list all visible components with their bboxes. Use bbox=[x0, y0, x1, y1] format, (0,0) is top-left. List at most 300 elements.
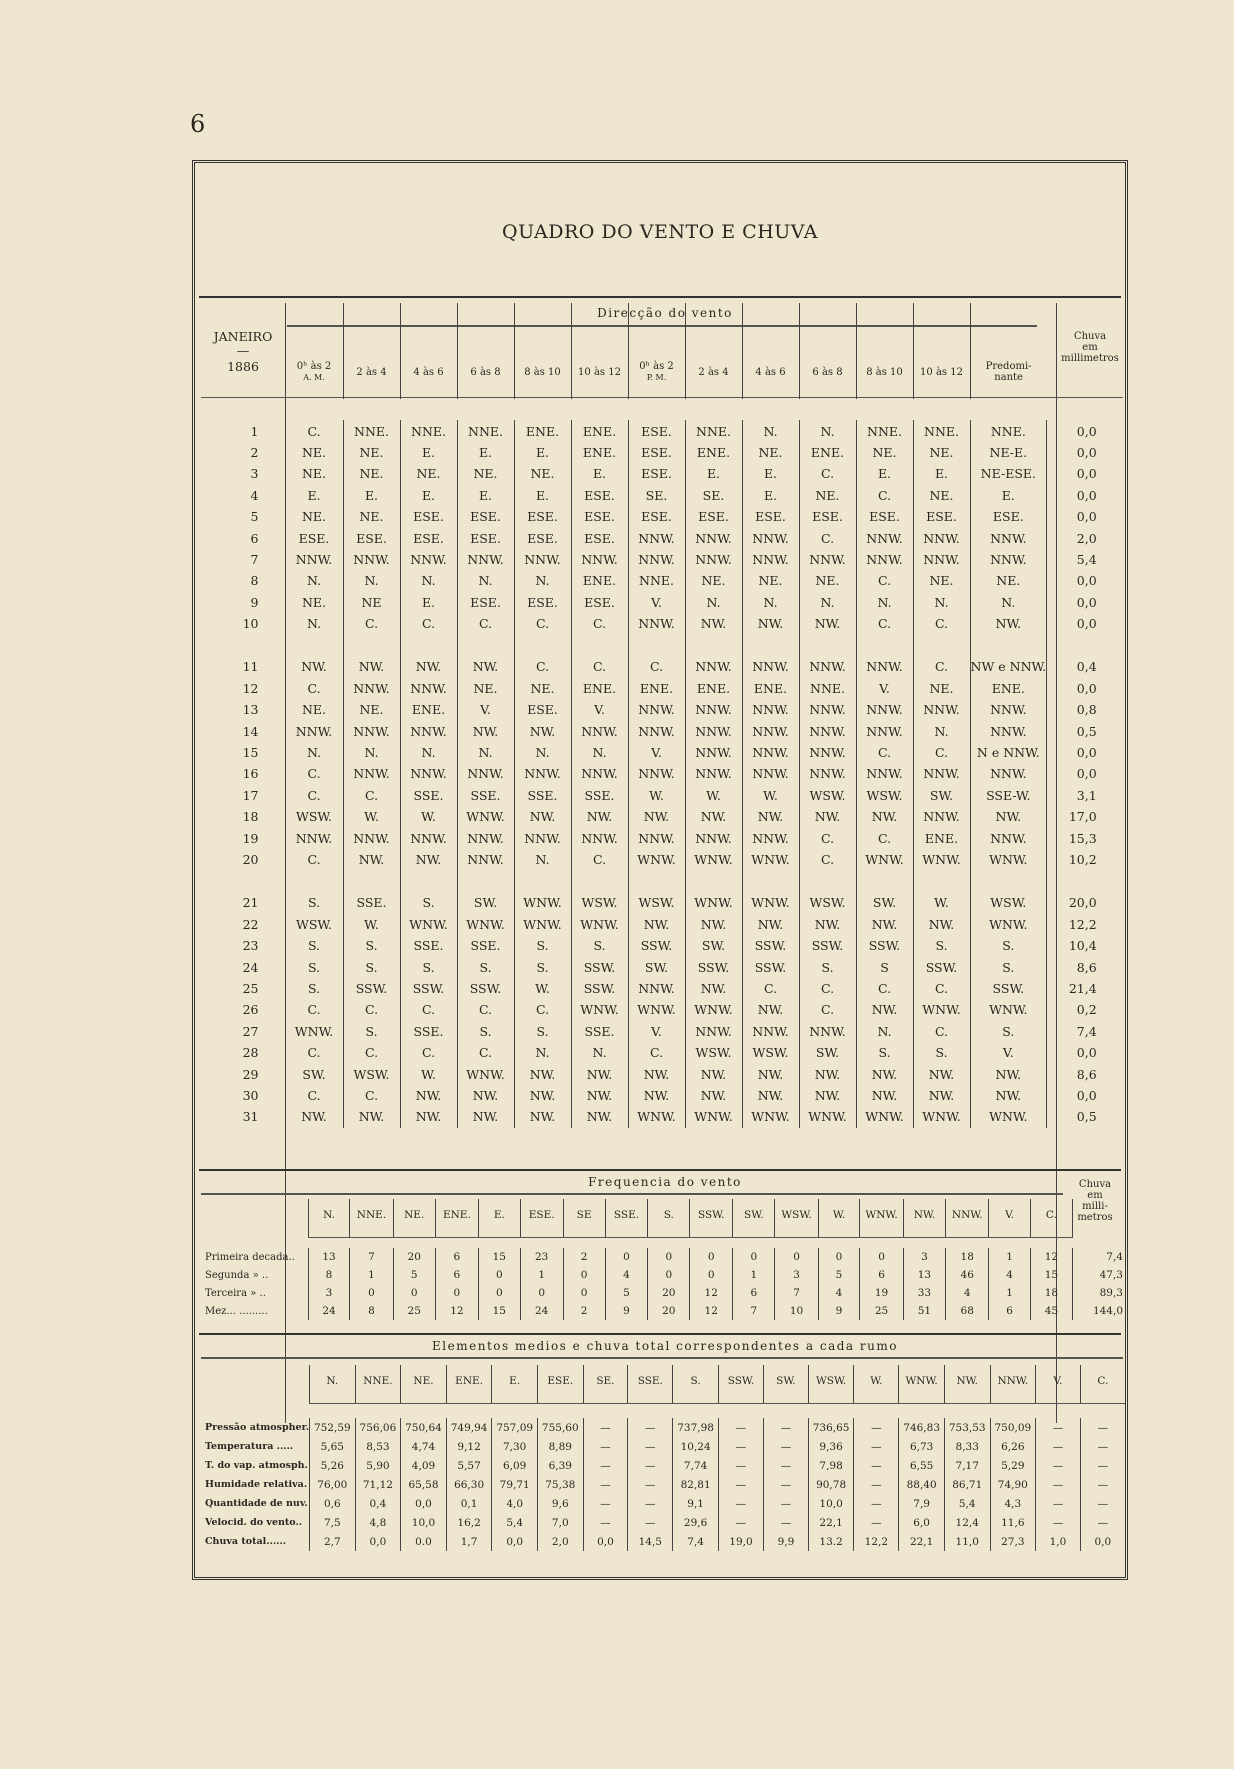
wind-direction-cell: SE. bbox=[628, 485, 685, 506]
wind-direction-cell: ESE. bbox=[457, 506, 514, 527]
wind-direction-cell: C. bbox=[628, 1042, 685, 1063]
wind-direction-cell: C. bbox=[343, 999, 400, 1020]
wind-direction-cell: ENE. bbox=[742, 678, 799, 699]
wind-direction-cell: S. bbox=[913, 935, 970, 956]
wind-direction-cell: ESE. bbox=[571, 592, 628, 613]
wind-direction-cell: NNW. bbox=[457, 849, 514, 870]
wind-direction-cell: C. bbox=[913, 1021, 970, 1042]
direction-col-header bbox=[775, 1199, 818, 1238]
element-cell: 4,74 bbox=[401, 1437, 447, 1456]
wind-direction-cell: C. bbox=[913, 742, 970, 763]
hour-header: 10 às 12 bbox=[913, 303, 970, 399]
frequency-cell: 12 bbox=[1030, 1248, 1072, 1266]
wind-direction-cell: V. bbox=[628, 1021, 685, 1042]
col-label: NNW. bbox=[997, 1375, 1029, 1387]
table-row bbox=[201, 1042, 1113, 1063]
element-cell: 65,58 bbox=[401, 1475, 447, 1494]
table-row bbox=[201, 935, 1113, 956]
frequency-cell: 0 bbox=[563, 1266, 605, 1284]
element-cell: 12,2 bbox=[854, 1532, 899, 1551]
table-row bbox=[201, 592, 1113, 613]
table-row bbox=[201, 1284, 1125, 1302]
frequency-section-title: Frequencia do vento bbox=[588, 1175, 742, 1189]
table-row bbox=[201, 442, 1113, 463]
wind-direction-cell: NE. bbox=[457, 463, 514, 484]
wind-direction-cell: NNW. bbox=[913, 806, 970, 827]
wind-direction-cell: ESE. bbox=[571, 527, 628, 548]
wind-direction-cell: NE. bbox=[343, 463, 400, 484]
wind-direction-cell: W. bbox=[400, 806, 457, 827]
wind-direction-cell: NE. bbox=[913, 485, 970, 506]
rain-value: 0,2 bbox=[1047, 999, 1113, 1020]
wind-direction-cell: WNW. bbox=[457, 1063, 514, 1084]
wind-direction-cell: NNW. bbox=[514, 827, 571, 848]
wind-direction-cell: NW. bbox=[685, 1063, 742, 1084]
wind-direction-cell: NE. bbox=[970, 570, 1047, 591]
wind-direction-cell: NNE. bbox=[343, 420, 400, 441]
col-label: SW. bbox=[776, 1375, 796, 1387]
wind-direction-cell: NE. bbox=[913, 442, 970, 463]
wind-direction-cell: WNW. bbox=[685, 849, 742, 870]
wind-direction-cell: S. bbox=[457, 956, 514, 977]
wind-direction-cell: NNW. bbox=[742, 656, 799, 677]
wind-direction-cell: W. bbox=[514, 978, 571, 999]
element-cell: 7,30 bbox=[492, 1437, 538, 1456]
wind-direction-cell: V. bbox=[457, 699, 514, 720]
wind-direction-cell: NE. bbox=[742, 442, 799, 463]
spacer-row bbox=[201, 634, 1113, 656]
wind-direction-cell: C. bbox=[457, 999, 514, 1020]
wind-direction-cell: NW. bbox=[856, 999, 913, 1020]
table-row bbox=[201, 527, 1113, 548]
wind-direction-cell: N. bbox=[571, 1042, 628, 1063]
wind-direction-cell: C. bbox=[343, 785, 400, 806]
frequency-cell: 0 bbox=[435, 1284, 478, 1302]
wind-direction-cell: WNW. bbox=[457, 914, 514, 935]
wind-direction-cell: S. bbox=[343, 1021, 400, 1042]
wind-direction-cell: SSW. bbox=[856, 935, 913, 956]
wind-direction-cell: SSW. bbox=[571, 978, 628, 999]
wind-direction-cell: NNW. bbox=[742, 699, 799, 720]
element-cell: 8,33 bbox=[944, 1437, 990, 1456]
frequency-cell: 4 bbox=[605, 1266, 648, 1284]
hour-header: Predomi- nante bbox=[970, 303, 1047, 399]
table-row bbox=[201, 485, 1113, 506]
element-cell: — bbox=[628, 1475, 673, 1494]
col-label: V. bbox=[1053, 1375, 1063, 1387]
wind-direction-cell: SSE. bbox=[400, 1021, 457, 1042]
wind-direction-cell: ESE. bbox=[514, 527, 571, 548]
element-cell: 6,55 bbox=[899, 1456, 945, 1475]
wind-direction-cell: NNW. bbox=[628, 827, 685, 848]
wind-direction-cell: NNW. bbox=[628, 527, 685, 548]
table-row bbox=[201, 914, 1113, 935]
element-cell: 19,0 bbox=[718, 1532, 763, 1551]
hour-header: 8 às 10 bbox=[856, 303, 913, 399]
table-row bbox=[201, 420, 1113, 441]
element-cell: — bbox=[718, 1456, 763, 1475]
frequency-cell: 1 bbox=[350, 1266, 393, 1284]
element-cell: 86,71 bbox=[944, 1475, 990, 1494]
wind-direction-cell: SSW. bbox=[400, 978, 457, 999]
element-cell: 79,71 bbox=[492, 1475, 538, 1494]
wind-direction-cell: ESE. bbox=[856, 506, 913, 527]
element-cell: 6,26 bbox=[990, 1437, 1036, 1456]
day-number: 20 bbox=[242, 852, 259, 867]
element-cell: 22,1 bbox=[899, 1532, 945, 1551]
wind-direction-cell: V. bbox=[628, 742, 685, 763]
row-label: Mez... ......... bbox=[205, 1305, 268, 1317]
wind-direction-cell: NNW. bbox=[400, 678, 457, 699]
wind-direction-cell: WNW. bbox=[514, 892, 571, 913]
row-label: Terceira » .. bbox=[205, 1287, 266, 1299]
element-cell: 12,4 bbox=[944, 1513, 990, 1532]
element-cell: 9,9 bbox=[764, 1532, 809, 1551]
element-cell: 11,0 bbox=[944, 1532, 990, 1551]
wind-direction-cell: C. bbox=[285, 849, 343, 870]
frequency-header-row bbox=[201, 1199, 1125, 1238]
wind-direction-cell: E. bbox=[742, 463, 799, 484]
wind-direction-cell: S. bbox=[514, 1021, 571, 1042]
wind-direction-cell: NNW. bbox=[970, 549, 1047, 570]
element-cell: 8,53 bbox=[355, 1437, 401, 1456]
wind-direction-cell: NNW. bbox=[343, 763, 400, 784]
element-cell: — bbox=[1036, 1475, 1081, 1494]
element-cell: 746,83 bbox=[899, 1418, 945, 1437]
element-cell: 2,7 bbox=[310, 1532, 356, 1551]
row-label: Velocid. do vento.. bbox=[205, 1517, 303, 1528]
table-row bbox=[201, 1494, 1125, 1513]
wind-direction-cell: C. bbox=[799, 849, 856, 870]
element-cell: — bbox=[1080, 1456, 1125, 1475]
wind-direction-cell: SSW. bbox=[970, 978, 1047, 999]
element-cell: — bbox=[854, 1456, 899, 1475]
wind-direction-cell: NE. bbox=[913, 570, 970, 591]
wind-direction-cell: NNW. bbox=[685, 742, 742, 763]
rain-value: 0,5 bbox=[1047, 720, 1113, 741]
wind-direction-cell: N. bbox=[285, 742, 343, 763]
day-number: 12 bbox=[242, 680, 259, 696]
wind-direction-cell: NW. bbox=[913, 1063, 970, 1084]
wind-direction-cell: S. bbox=[285, 892, 343, 913]
wind-direction-cell: N. bbox=[285, 570, 343, 591]
wind-direction-cell: WNW. bbox=[685, 1106, 742, 1127]
frequency-cell: 24 bbox=[308, 1302, 350, 1320]
wind-direction-cell: NW. bbox=[514, 806, 571, 827]
wind-direction-cell: C. bbox=[285, 1085, 343, 1106]
wind-direction-cell: NW. bbox=[742, 1085, 799, 1106]
wind-direction-cell: NNW. bbox=[742, 763, 799, 784]
day-number: 30 bbox=[242, 1087, 259, 1103]
wind-direction-cell: NW. bbox=[799, 613, 856, 634]
element-cell: 7,9 bbox=[899, 1494, 945, 1513]
element-cell: 90,78 bbox=[808, 1475, 854, 1494]
wind-direction-cell: NNW. bbox=[285, 827, 343, 848]
wind-direction-cell: WNW. bbox=[970, 914, 1047, 935]
element-cell: — bbox=[1036, 1418, 1081, 1437]
table-row bbox=[201, 656, 1113, 677]
wind-direction-cell: NW. bbox=[628, 1063, 685, 1084]
day-number: 3 bbox=[250, 466, 259, 482]
element-cell: 29,6 bbox=[673, 1513, 719, 1532]
direction-col-header bbox=[583, 1365, 628, 1404]
element-cell: 0,0 bbox=[401, 1494, 447, 1513]
wind-direction-cell: NNW. bbox=[343, 827, 400, 848]
wind-direction-cell: NNW. bbox=[685, 699, 742, 720]
wind-direction-cell: C. bbox=[856, 613, 913, 634]
direction-col-header bbox=[733, 1199, 775, 1238]
frequency-cell: 9 bbox=[818, 1302, 860, 1320]
table-row bbox=[201, 999, 1113, 1020]
wind-direction-cell: SSE. bbox=[400, 935, 457, 956]
wind-direction-cell: NW. bbox=[856, 1063, 913, 1084]
wind-direction-cell: S. bbox=[913, 1042, 970, 1063]
wind-direction-cell: WSW. bbox=[856, 785, 913, 806]
col-label: NNE. bbox=[363, 1375, 393, 1387]
table-frame bbox=[192, 160, 1128, 1580]
wind-direction-cell: N. bbox=[856, 592, 913, 613]
wind-direction-cell: W. bbox=[343, 806, 400, 827]
wind-direction-cell: S. bbox=[970, 1021, 1047, 1042]
wind-direction-cell: C. bbox=[343, 1085, 400, 1106]
wind-direction-cell: E. bbox=[343, 485, 400, 506]
frequency-cell: 0 bbox=[478, 1266, 520, 1284]
element-cell: 66,30 bbox=[446, 1475, 492, 1494]
wind-direction-cell: NNW. bbox=[343, 720, 400, 741]
elements-brace bbox=[201, 1357, 1123, 1359]
page-number: 6 bbox=[190, 110, 206, 138]
wind-direction-cell: NNW. bbox=[400, 720, 457, 741]
wind-direction-cell: N. bbox=[856, 1021, 913, 1042]
element-cell: — bbox=[854, 1494, 899, 1513]
wind-direction-cell: V. bbox=[970, 1042, 1047, 1063]
element-cell: — bbox=[583, 1437, 628, 1456]
rain-value: 21,4 bbox=[1047, 978, 1113, 999]
day-number: 28 bbox=[242, 1045, 259, 1061]
element-cell: — bbox=[718, 1475, 763, 1494]
wind-direction-cell: NNW. bbox=[799, 1021, 856, 1042]
wind-direction-cell: NE. bbox=[285, 699, 343, 720]
wind-direction-cell: ESE. bbox=[685, 506, 742, 527]
rain-value: 144,0 bbox=[1072, 1302, 1125, 1320]
wind-direction-cell: C. bbox=[343, 1042, 400, 1063]
wind-direction-cell: NNW. bbox=[913, 527, 970, 548]
wind-direction-cell: NNW. bbox=[457, 763, 514, 784]
wind-direction-cell: ENE. bbox=[571, 442, 628, 463]
frequency-cell: 8 bbox=[308, 1266, 350, 1284]
element-cell: — bbox=[764, 1437, 809, 1456]
wind-direction-cell: WSW. bbox=[742, 1042, 799, 1063]
wind-direction-cell: NNW. bbox=[400, 763, 457, 784]
wind-direction-cell: NW. bbox=[400, 1085, 457, 1106]
wind-direction-cell: NNW. bbox=[799, 549, 856, 570]
day-number: 5 bbox=[250, 509, 259, 525]
frequency-cell: 0 bbox=[520, 1284, 563, 1302]
frequency-cell: 13 bbox=[903, 1266, 945, 1284]
wind-direction-cell: S. bbox=[400, 956, 457, 977]
element-cell: 737,98 bbox=[673, 1418, 719, 1437]
wind-direction-cell: NNW. bbox=[742, 1021, 799, 1042]
table-row bbox=[201, 549, 1113, 570]
direction-col-header bbox=[818, 1199, 860, 1238]
col-label: N. bbox=[323, 1209, 335, 1221]
wind-direction-cell: WNW. bbox=[970, 849, 1047, 870]
frequency-cell: 2 bbox=[563, 1248, 605, 1266]
element-cell: 10,24 bbox=[673, 1437, 719, 1456]
wind-direction-cell: NNW. bbox=[685, 763, 742, 784]
wind-direction-cell: SSW. bbox=[799, 935, 856, 956]
direction-col-header bbox=[435, 1199, 478, 1238]
frequency-cell: 6 bbox=[435, 1266, 478, 1284]
wind-direction-cell: E. bbox=[685, 463, 742, 484]
wind-direction-cell: NW. bbox=[799, 1063, 856, 1084]
wind-direction-cell: NW. bbox=[970, 806, 1047, 827]
day-number: 26 bbox=[242, 1002, 259, 1018]
wind-direction-cell: C. bbox=[285, 1042, 343, 1063]
col-label: ENE. bbox=[455, 1375, 484, 1387]
direction-col-header bbox=[764, 1365, 809, 1404]
frequency-cell: 1 bbox=[989, 1248, 1031, 1266]
element-cell: 11,6 bbox=[990, 1513, 1036, 1532]
frequency-cell: 6 bbox=[989, 1302, 1031, 1320]
wind-direction-cell: NE. bbox=[285, 442, 343, 463]
table-row bbox=[201, 785, 1113, 806]
hour-header: 6 às 8 bbox=[457, 303, 514, 399]
element-cell: 4,8 bbox=[355, 1513, 401, 1532]
wind-direction-cell: C. bbox=[913, 978, 970, 999]
col-label: W. bbox=[832, 1209, 846, 1221]
wind-direction-cell: ENE. bbox=[571, 678, 628, 699]
element-cell: — bbox=[718, 1437, 763, 1456]
wind-direction-cell: C. bbox=[285, 420, 343, 441]
element-cell: — bbox=[764, 1494, 809, 1513]
wind-direction-cell: NNE. bbox=[457, 420, 514, 441]
element-cell: — bbox=[1036, 1456, 1081, 1475]
col-label: V. bbox=[1005, 1209, 1015, 1221]
wind-direction-cell: E. bbox=[514, 442, 571, 463]
frequency-rain-header: Chuva em milli- metros bbox=[1077, 1179, 1113, 1223]
hour-header: 2 às 4 bbox=[343, 303, 400, 399]
wind-direction-cell: SSW. bbox=[628, 935, 685, 956]
wind-direction-cell: NNE. bbox=[856, 420, 913, 441]
wind-direction-cell: WSW. bbox=[799, 892, 856, 913]
spacer-row bbox=[201, 870, 1113, 892]
month-label: JANEIRO bbox=[213, 329, 273, 344]
frequency-cell: 7 bbox=[350, 1248, 393, 1266]
frequency-cell: 46 bbox=[946, 1266, 989, 1284]
rain-value: 0,0 bbox=[1047, 420, 1113, 441]
wind-direction-cell: NW. bbox=[343, 849, 400, 870]
element-cell: — bbox=[628, 1494, 673, 1513]
wind-direction-cell: SW. bbox=[457, 892, 514, 913]
wind-direction-cell: NNW. bbox=[685, 720, 742, 741]
frequency-cell: 7 bbox=[775, 1284, 818, 1302]
wind-direction-cell: WNW. bbox=[628, 1106, 685, 1127]
element-cell: 757,09 bbox=[492, 1418, 538, 1437]
frequency-cell: 33 bbox=[903, 1284, 945, 1302]
wind-direction-cell: S. bbox=[514, 935, 571, 956]
wind-direction-cell: C. bbox=[514, 999, 571, 1020]
table-row bbox=[201, 678, 1113, 699]
frequency-cell: 5 bbox=[605, 1284, 648, 1302]
frequency-cell: 51 bbox=[903, 1302, 945, 1320]
direction-col-header bbox=[990, 1365, 1036, 1404]
rain-value: 5,4 bbox=[1047, 549, 1113, 570]
element-cell: — bbox=[628, 1513, 673, 1532]
wind-direction-cell: ESE. bbox=[400, 506, 457, 527]
direction-col-header bbox=[355, 1365, 401, 1404]
col-label: ESE. bbox=[547, 1375, 574, 1387]
wind-direction-cell: NNW. bbox=[913, 763, 970, 784]
wind-direction-cell: N. bbox=[799, 592, 856, 613]
wind-direction-cell: NE. bbox=[285, 506, 343, 527]
direction-col-header bbox=[690, 1199, 733, 1238]
col-label: E. bbox=[493, 1209, 505, 1221]
wind-direction-cell: NW. bbox=[514, 720, 571, 741]
col-label: SE bbox=[576, 1209, 592, 1221]
wind-direction-cell: NNW. bbox=[400, 827, 457, 848]
day-number: 14 bbox=[242, 723, 259, 739]
frequency-cell: 0 bbox=[733, 1248, 775, 1266]
wind-direction-cell: NW. bbox=[514, 1063, 571, 1084]
direction-col-header bbox=[393, 1199, 435, 1238]
wind-direction-cell: NNW. bbox=[685, 527, 742, 548]
wind-direction-cell: SSE. bbox=[457, 935, 514, 956]
element-cell: 756,06 bbox=[355, 1418, 401, 1437]
rain-value: 0,0 bbox=[1047, 1042, 1113, 1063]
direction-section-title: Direcção do vento bbox=[597, 306, 733, 320]
element-cell: 0,6 bbox=[310, 1494, 356, 1513]
hour-header: 0ʰ às 2 P. M. bbox=[628, 303, 685, 399]
table-row bbox=[201, 1418, 1125, 1437]
direction-col-header bbox=[673, 1365, 719, 1404]
element-cell: — bbox=[1036, 1513, 1081, 1532]
rain-value: 0,0 bbox=[1047, 592, 1113, 613]
col-label: WSW. bbox=[815, 1375, 847, 1387]
element-cell: — bbox=[854, 1513, 899, 1532]
rain-value: 15,3 bbox=[1047, 827, 1113, 848]
wind-direction-cell: NE. bbox=[799, 485, 856, 506]
direction-col-header bbox=[1036, 1365, 1081, 1404]
hour-header: 4 às 6 bbox=[400, 303, 457, 399]
wind-direction-cell: C. bbox=[799, 463, 856, 484]
wind-direction-cell: NNW. bbox=[457, 827, 514, 848]
wind-direction-cell: C. bbox=[514, 613, 571, 634]
wind-direction-cell: NW. bbox=[685, 978, 742, 999]
element-cell: — bbox=[1036, 1437, 1081, 1456]
direction-col-header bbox=[563, 1199, 605, 1238]
wind-direction-cell: NW. bbox=[856, 806, 913, 827]
direction-col-header bbox=[520, 1199, 563, 1238]
wind-direction-cell: NW. bbox=[856, 914, 913, 935]
rain-value: 0,0 bbox=[1047, 506, 1113, 527]
wind-direction-cell: NNW. bbox=[856, 549, 913, 570]
wind-direction-cell: E. bbox=[400, 592, 457, 613]
wind-direction-cell: NE. bbox=[514, 463, 571, 484]
wind-direction-cell: V. bbox=[571, 699, 628, 720]
frequency-cell: 4 bbox=[946, 1284, 989, 1302]
day-number: 2 bbox=[250, 444, 259, 460]
wind-direction-cell: NNW. bbox=[799, 763, 856, 784]
page-title: QUADRO DO VENTO E CHUVA bbox=[502, 221, 818, 243]
element-cell: 10,0 bbox=[401, 1513, 447, 1532]
element-cell: 7,17 bbox=[944, 1456, 990, 1475]
day-number: 22 bbox=[242, 916, 259, 932]
day-number: 29 bbox=[242, 1066, 259, 1082]
wind-direction-cell: WNW. bbox=[685, 999, 742, 1020]
col-label: C. bbox=[1097, 1375, 1109, 1387]
wind-direction-cell: C. bbox=[799, 527, 856, 548]
